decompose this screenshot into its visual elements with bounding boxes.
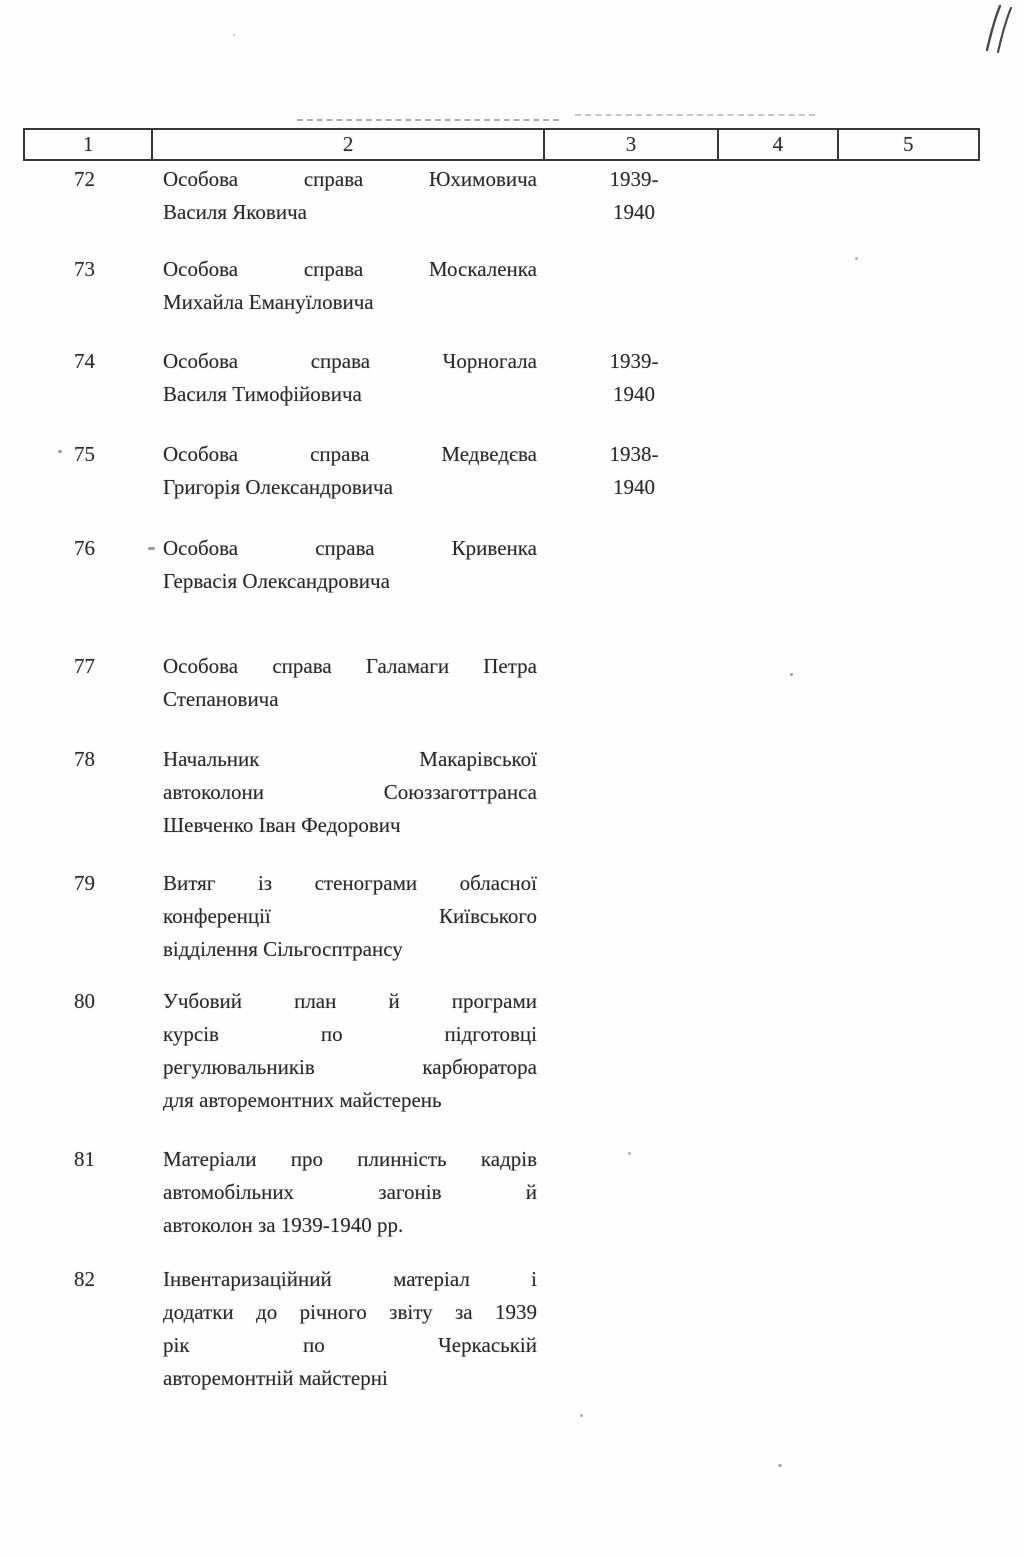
row-number: 76 — [74, 536, 95, 560]
row-title — [163, 438, 537, 504]
row-title-line: Григорія Олександровича — [163, 475, 393, 499]
row-title-line: Інвентаризаційний матеріал і — [163, 1267, 537, 1291]
table-body — [0, 163, 1024, 1395]
row-number: 80 — [74, 989, 95, 1013]
row-number: 73 — [74, 257, 95, 281]
table-row — [0, 743, 1024, 842]
row-title-line: Шевченко Іван Федорович — [163, 813, 401, 837]
row-date-line: 1940 — [613, 475, 655, 499]
table-row — [0, 985, 1024, 1117]
row-number: 74 — [74, 349, 95, 373]
scan-speck — [58, 450, 62, 453]
row-title-line: Гервасія Олександровича — [163, 569, 390, 593]
row-title — [163, 253, 537, 319]
table-header — [23, 128, 980, 161]
row-title-line: авторемонтній майстерні — [163, 1366, 388, 1390]
table-row — [0, 650, 1024, 716]
row-title-line: конференції Київського — [163, 904, 537, 928]
scan-artifact — [575, 114, 815, 116]
row-date-line: 1940 — [613, 382, 655, 406]
row-dates — [599, 163, 669, 229]
row-title — [163, 743, 537, 842]
row-title-line: автоколони Союззаготтранса — [163, 780, 537, 804]
row-title-line: автомобільних загонів й — [163, 1180, 537, 1204]
row-date-line: 1939- — [609, 167, 659, 191]
row-title — [163, 1143, 537, 1242]
scan-speck — [790, 673, 793, 676]
scan-speck — [778, 1464, 782, 1467]
row-number: 79 — [74, 871, 95, 895]
row-title-line: Василя Яковича — [163, 200, 307, 224]
row-date-line: 1939- — [609, 349, 659, 373]
row-date-line: 1938- — [609, 442, 659, 466]
row-title-line: автоколон за 1939-1940 рр. — [163, 1213, 404, 1237]
row-title-line: Особова справа Юхимовича — [163, 167, 537, 191]
row-number: 77 — [74, 654, 95, 678]
header-cell-1: 1 — [25, 130, 153, 159]
scan-speck — [580, 1414, 583, 1417]
row-title-line: відділення Сільгосптрансу — [163, 937, 403, 961]
row-title — [163, 867, 537, 966]
table-row — [0, 867, 1024, 966]
row-title-line: для авторемонтних майстерень — [163, 1088, 442, 1112]
row-title-line: Особова справа Медведєва — [163, 442, 537, 466]
table-row — [0, 253, 1024, 319]
row-number: 82 — [74, 1267, 95, 1291]
row-dates — [599, 345, 669, 411]
row-date-line: 1940 — [613, 200, 655, 224]
scan-speck — [148, 547, 155, 550]
row-title-line: додатки до річного звіту за 1939 — [163, 1300, 537, 1324]
row-number: 72 — [74, 167, 95, 191]
scan-artifact — [297, 119, 559, 121]
row-title-line: Особова справа Кривенка — [163, 536, 537, 560]
scan-speck — [628, 1152, 631, 1155]
header-cell-2: 2 — [153, 130, 544, 159]
row-number: 75 — [74, 442, 95, 466]
header-cell-4: 4 — [719, 130, 839, 159]
header-cell-5: 5 — [903, 132, 914, 156]
row-title-line: рік по Черкаській — [163, 1333, 537, 1357]
row-title — [163, 1263, 537, 1395]
row-title-line: Особова справа Чорногала — [163, 349, 537, 373]
table-row — [0, 163, 1024, 229]
row-title-line: Михайла Емануїловича — [163, 290, 374, 314]
row-title — [163, 345, 537, 411]
row-title — [163, 650, 537, 716]
row-title — [163, 163, 537, 229]
row-title-line: Степановича — [163, 687, 279, 711]
row-title-line: Особова справа Москаленка — [163, 257, 537, 281]
row-title — [163, 532, 537, 598]
row-dates — [599, 438, 669, 504]
row-number: 78 — [74, 747, 95, 771]
row-title-line: Витяг із стенограми обласної — [163, 871, 537, 895]
table-row — [0, 1143, 1024, 1242]
row-title-line: Особова справа Галамаги Петра — [163, 654, 537, 678]
row-number: 81 — [74, 1147, 95, 1171]
row-title-line: Матеріали про плинність кадрів — [163, 1147, 537, 1171]
table-row — [0, 1263, 1024, 1395]
row-title-line: Учбовий план й програми — [163, 989, 537, 1013]
handwritten-11-strokes — [980, 4, 1014, 56]
row-title-line: Василя Тимофійовича — [163, 382, 362, 406]
row-title-line: регулювальників карбюратора — [163, 1055, 537, 1079]
row-title-line: курсів по підготовці — [163, 1022, 537, 1046]
scan-speck — [855, 257, 858, 260]
table-row — [0, 438, 1024, 504]
row-title — [163, 985, 537, 1117]
row-title-line: Начальник Макарівської — [163, 747, 537, 771]
handwritten-page-number — [980, 4, 1014, 61]
table-row — [0, 345, 1024, 411]
table-row — [0, 532, 1024, 598]
header-cell-3: 3 — [545, 130, 719, 159]
scan-speck — [233, 34, 235, 36]
